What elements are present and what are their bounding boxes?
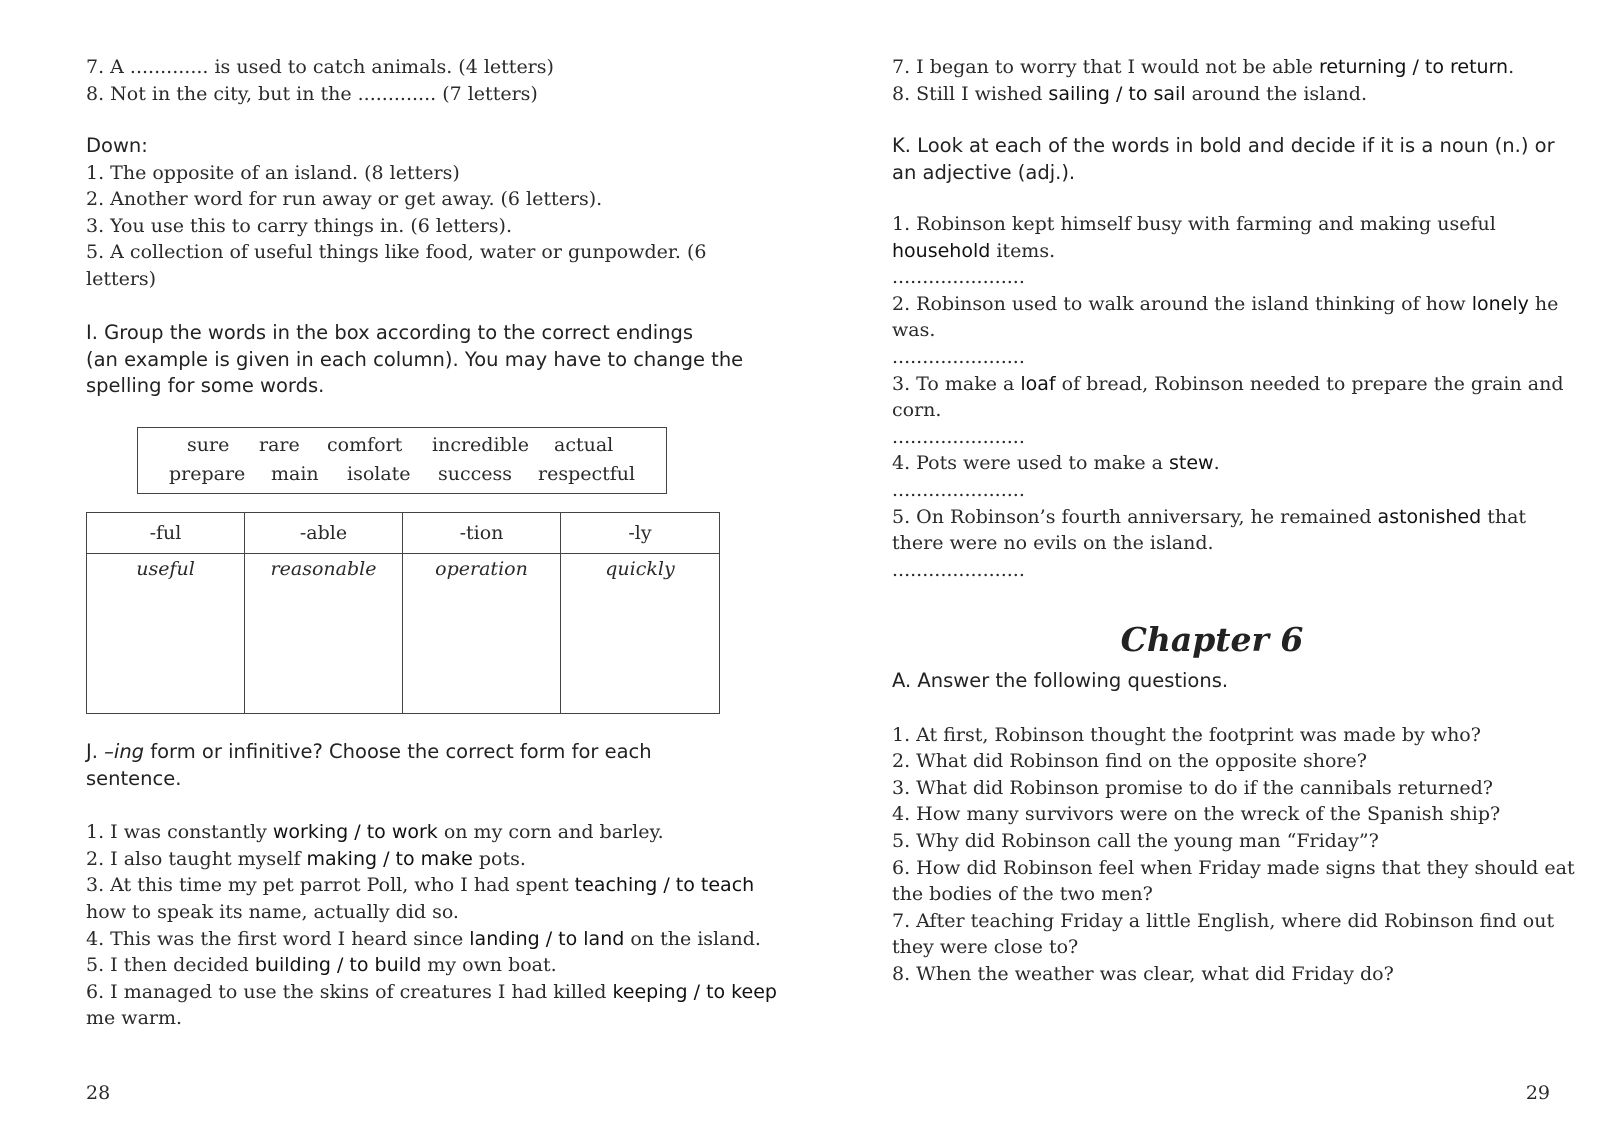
bold-term: astonished: [1377, 505, 1482, 528]
sentence-line: [86, 1005, 726, 1032]
box-word: respectful: [538, 463, 636, 485]
question-line: 3. What did Robinson promise to do if the cannibals returned?: [892, 776, 1493, 799]
line-text: he: [1528, 292, 1559, 315]
line-text: on my corn and barley.: [437, 821, 664, 844]
section-j-heading-line2: sentence.: [86, 766, 182, 790]
crossword-down-clues: [86, 133, 726, 293]
sentence-line: [892, 211, 1532, 238]
sentence-line: [892, 54, 1532, 81]
section-j: [86, 739, 777, 1032]
sentence-line: [892, 371, 1564, 398]
column-header: -tion: [403, 513, 560, 554]
sentence-line: [892, 530, 1532, 557]
sentence-line: [86, 872, 755, 899]
column-header: -ful: [87, 513, 244, 554]
heading-text: form or infinitive? Choose the correct form for each: [144, 740, 652, 763]
bold-term: landing / to land: [469, 927, 625, 950]
box-word: rare: [259, 434, 300, 456]
question-line: 1. At first, Robinson thought the footprint was made by who?: [892, 723, 1481, 746]
endings-column: [87, 513, 245, 713]
instruction-line: (an example is given in each column). You may have to change the: [86, 347, 744, 371]
sentence-line: [892, 477, 1532, 504]
sentence-line: [86, 952, 726, 979]
bold-term: lonely: [1471, 292, 1529, 315]
ing-term: –ing: [104, 740, 145, 763]
clue-line: 5. A collection of useful things like food, water or gunpowder. (6: [86, 241, 707, 264]
endings-table: [86, 512, 720, 714]
line-text: 7. I began to worry that I would not be able: [892, 56, 1319, 78]
bold-term: working / to work: [272, 821, 438, 844]
box-word: main: [271, 463, 319, 485]
sentence-line: [892, 397, 1532, 424]
line-text: 5. I then decided: [86, 954, 255, 977]
page-number: 28: [86, 1082, 111, 1104]
bold-term: sailing / to sail: [1048, 82, 1186, 105]
line-text: .: [1213, 452, 1220, 475]
line-text: ......................: [892, 425, 1025, 448]
sentence-line: [86, 819, 726, 846]
sentence-line: [892, 557, 1532, 584]
spacer: [892, 695, 1532, 722]
bold-term: keeping / to keep: [612, 980, 777, 1003]
box-word: actual: [554, 434, 614, 456]
line-text: 4. This was the first word I heard since: [86, 927, 470, 950]
question-line: they were close to?: [892, 936, 1079, 959]
bold-term: teaching / to teach: [574, 874, 755, 897]
crossword-across-clues: [86, 54, 726, 107]
question-line: 7. After teaching Friday a little English, where did Robinson find out: [892, 909, 1555, 932]
sentence-line: [86, 899, 726, 926]
line-text: 2. Robinson used to walk around the island thinking of how: [892, 292, 1472, 315]
endings-column: [403, 513, 561, 713]
line-text: items.: [990, 239, 1056, 262]
line-text: 1. Robinson kept himself busy with farming and making useful: [892, 213, 1496, 235]
section-k-items: [892, 211, 1564, 583]
bold-term: household: [892, 239, 991, 262]
sentence-line: [86, 846, 726, 873]
section-a-heading: A. Answer the following questions.: [892, 669, 1229, 692]
word-box: [137, 427, 667, 494]
instruction-line: I. Group the words in the box according to the correct endings: [86, 321, 694, 344]
question-line: 2. What did Robinson find on the opposite shore?: [892, 750, 1367, 773]
right-page: [892, 0, 1575, 1143]
sentence-line: [892, 264, 1532, 291]
box-word: isolate: [347, 463, 411, 485]
chapter-title: Chapter 6: [1120, 620, 1304, 659]
section-j-continued: [892, 54, 1532, 107]
bold-term: building / to build: [254, 954, 422, 977]
column-example: reasonable: [270, 558, 377, 580]
section-j-heading: [86, 739, 726, 766]
line-text: on the island.: [624, 927, 761, 950]
spacer: [86, 792, 726, 819]
section-j-items: [86, 819, 777, 1032]
section-a-questions: [892, 722, 1575, 988]
sentence-line: [86, 926, 761, 953]
column-example: quickly: [605, 558, 675, 580]
bold-term: making / to make: [306, 847, 473, 870]
question-line: the bodies of the two men?: [892, 883, 1153, 906]
bold-term: stew: [1168, 452, 1214, 475]
instruction-line: spelling for some words.: [86, 374, 325, 398]
column-example: useful: [136, 558, 195, 580]
clue-line: letters): [86, 267, 157, 290]
line-text: my own boat.: [421, 954, 557, 977]
line-text: ......................: [892, 345, 1025, 368]
line-text: 2. I also taught myself: [86, 847, 307, 870]
box-word: success: [438, 463, 513, 485]
sentence-line: [892, 317, 1532, 344]
line-text: ......................: [892, 266, 1025, 289]
question-line: 8. When the weather was clear, what did Friday do?: [892, 962, 1394, 985]
box-word: comfort: [327, 434, 403, 456]
heading-prefix: J.: [86, 740, 105, 763]
line-text: .: [1508, 56, 1515, 78]
sentence-line: [892, 238, 1532, 265]
endings-column: [561, 513, 719, 713]
column-example: operation: [435, 558, 528, 580]
question-line: 6. How did Robinson feel when Friday made signs that they should eat: [892, 856, 1575, 879]
line-text: 4. Pots were used to make a: [892, 452, 1169, 475]
line-text: 5. On Robinson’s fourth anniversary, he remained: [892, 505, 1378, 528]
clue-line: 8. Not in the city, but in the ............. (7 letters): [86, 82, 538, 105]
sentence-line: [892, 450, 1532, 477]
sentence-line: [892, 81, 1532, 108]
sentence-line: [892, 344, 1532, 371]
left-page: [86, 0, 777, 1143]
box-word: sure: [187, 434, 230, 456]
line-text: ......................: [892, 478, 1025, 501]
column-header: -ly: [561, 513, 719, 554]
section-a: [892, 668, 1575, 988]
instruction-line: K. Look at each of the words in bold and decide if it is a noun (n.) or: [892, 134, 1555, 157]
endings-column: [245, 513, 403, 713]
section-i-instructions: [86, 320, 744, 400]
line-text: 8. Still I wished: [892, 82, 1049, 105]
line-text: that: [1481, 505, 1527, 528]
line-text: ......................: [892, 558, 1025, 581]
clue-line: 1. The opposite of an island. (8 letters): [86, 161, 460, 184]
sentence-line: [892, 504, 1532, 531]
line-text: there were no evils on the island.: [892, 532, 1214, 555]
box-word: incredible: [432, 434, 530, 456]
question-line: 5. Why did Robinson call the young man “Friday”?: [892, 829, 1379, 852]
sentence-line: [892, 291, 1559, 318]
clue-line: 7. A ............. is used to catch animals. (4 letters): [86, 56, 554, 78]
bold-term: returning / to return: [1318, 56, 1509, 78]
box-word: prepare: [169, 463, 246, 485]
line-text: around the island.: [1185, 82, 1367, 105]
clue-line: 3. You use this to carry things in. (6 letters).: [86, 214, 512, 237]
sentence-line: [892, 424, 1532, 451]
clue-line: 2. Another word for run away or get away. (6 letters).: [86, 188, 603, 211]
down-heading: Down:: [86, 134, 148, 157]
line-text: corn.: [892, 399, 942, 422]
question-line: 4. How many survivors were on the wreck of the Spanish ship?: [892, 803, 1501, 826]
instruction-line: an adjective (adj.).: [892, 160, 1076, 184]
sentence-line: [86, 979, 777, 1006]
page-number: 29: [1525, 1082, 1550, 1104]
line-text: how to speak its name, actually did so.: [86, 900, 459, 923]
column-header: -able: [245, 513, 402, 554]
line-text: of bread, Robinson needed to prepare the grain and: [1055, 372, 1564, 395]
bold-term: loaf: [1020, 372, 1056, 395]
line-text: was.: [892, 319, 936, 342]
line-text: pots.: [472, 847, 526, 870]
line-text: 3. To make a: [892, 372, 1021, 395]
line-text: 6. I managed to use the skins of creatures I had killed: [86, 980, 613, 1003]
line-text: 3. At this time my pet parrot Poll, who I had spent: [86, 874, 575, 897]
line-text: me warm.: [86, 1007, 183, 1030]
section-k-heading: [892, 133, 1555, 186]
line-text: 1. I was constantly: [86, 821, 273, 844]
